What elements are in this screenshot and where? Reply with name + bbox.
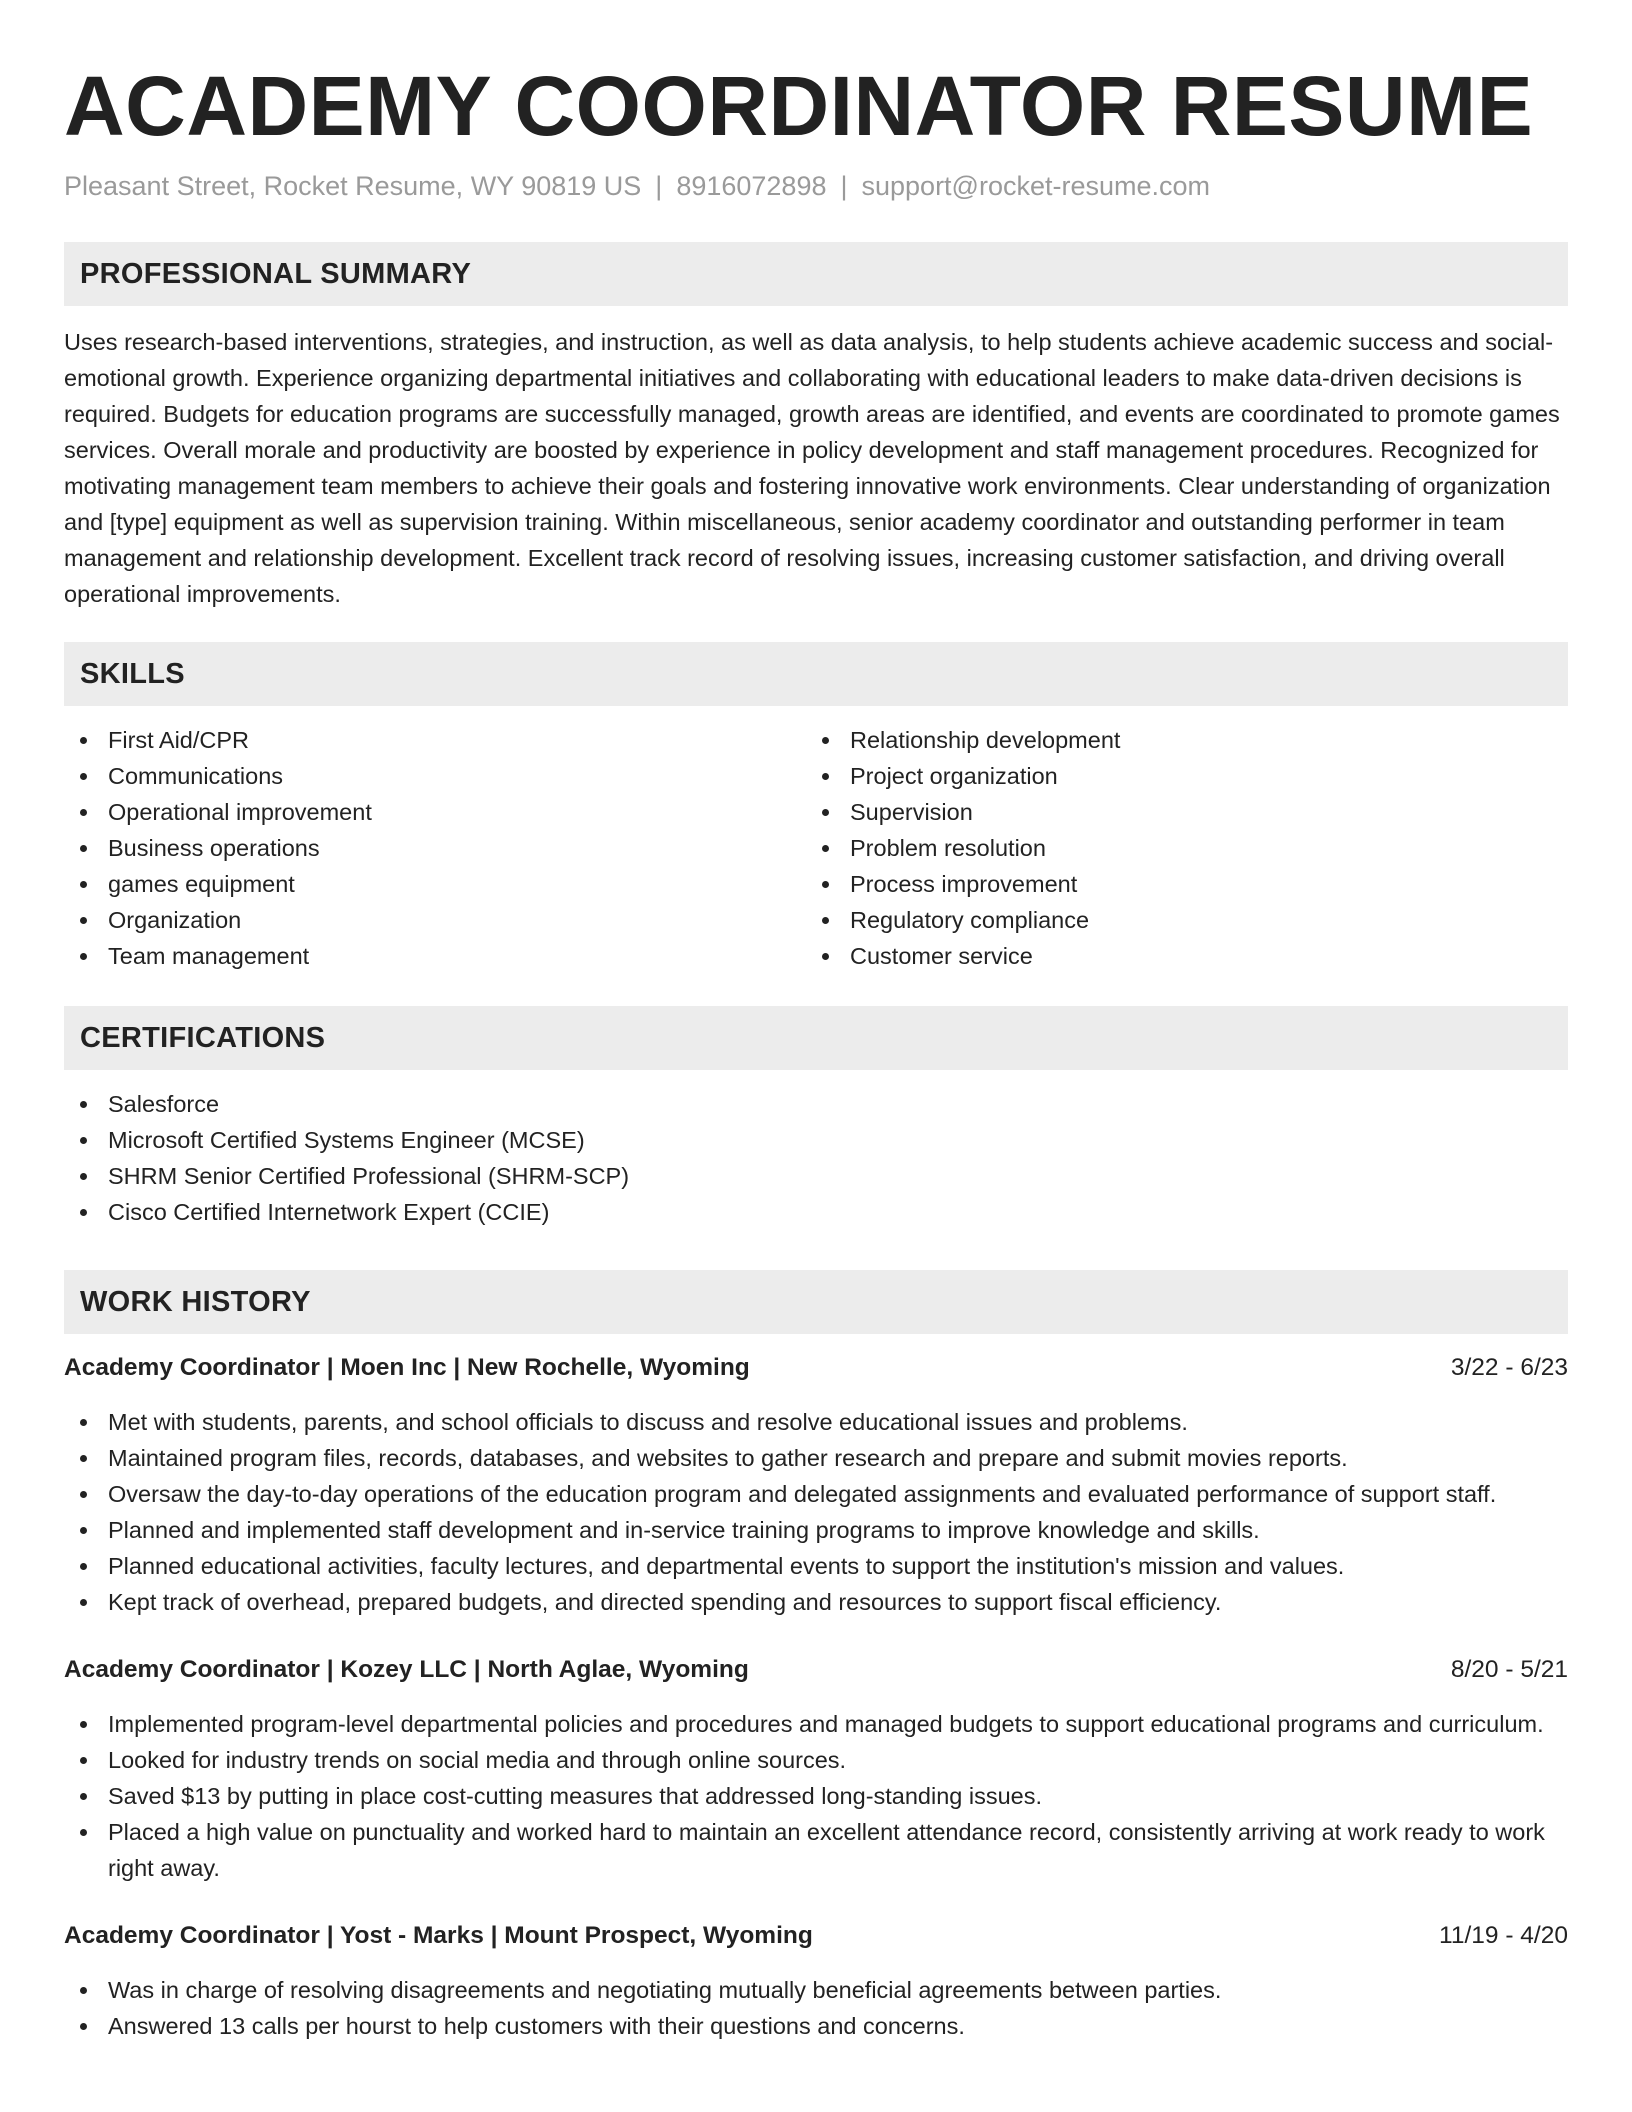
job-title: Academy Coordinator | Yost - Marks | Mount Prospect, Wyoming xyxy=(64,1922,813,1949)
skill-item: games equipment xyxy=(64,866,806,902)
certifications-list xyxy=(64,1086,1568,1230)
contact-address: Pleasant Street, Rocket Resume, WY 90819 US xyxy=(64,171,642,201)
skill-item: Team management xyxy=(64,938,806,974)
job-title: Academy Coordinator | Kozey LLC | North Aglae, Wyoming xyxy=(64,1656,749,1683)
skills-column-left xyxy=(64,722,806,974)
job-bullet: Kept track of overhead, prepared budgets, and directed spending and resources to support fiscal efficiency. xyxy=(64,1584,1568,1620)
skill-item: Relationship development xyxy=(806,722,1548,758)
job-entry xyxy=(64,1350,1568,1620)
contact-email: support@rocket-resume.com xyxy=(861,171,1211,201)
job-title: Academy Coordinator | Moen Inc | New Rochelle, Wyoming xyxy=(64,1354,750,1381)
certification-item: Microsoft Certified Systems Engineer (MCSE) xyxy=(64,1122,1568,1158)
job-entry xyxy=(64,1652,1568,1886)
job-bullet: Oversaw the day-to-day operations of the education program and delegated assignments and evaluated performance of support staff. xyxy=(64,1476,1568,1512)
job-header xyxy=(64,1918,1568,1954)
contact-phone: 8916072898 xyxy=(676,171,827,201)
job-bullet: Placed a high value on punctuality and worked hard to maintain an excellent attendance record, consistently arriving at work ready to work right away. xyxy=(64,1814,1568,1886)
skill-item: Communications xyxy=(64,758,806,794)
skill-item: Operational improvement xyxy=(64,794,806,830)
skill-item: Project organization xyxy=(806,758,1548,794)
job-bullet: Answered 13 calls per hourst to help customers with their questions and concerns. xyxy=(64,2008,1568,2044)
job-bullets xyxy=(64,1706,1568,1886)
section-header-work-history: WORK HISTORY xyxy=(64,1270,1568,1334)
job-bullets xyxy=(64,1972,1568,2044)
contact-separator: | xyxy=(655,171,663,201)
skill-item: Organization xyxy=(64,902,806,938)
skill-item: Supervision xyxy=(806,794,1548,830)
section-header-skills: SKILLS xyxy=(64,642,1568,706)
skill-item: Customer service xyxy=(806,938,1548,974)
skills-column-right xyxy=(806,722,1548,974)
skills-grid xyxy=(64,722,1568,974)
section-header-certifications: CERTIFICATIONS xyxy=(64,1006,1568,1070)
resume-title: ACADEMY COORDINATOR RESUME xyxy=(64,59,1534,153)
job-bullet: Planned and implemented staff development and in-service training programs to improve knowledge and skills. xyxy=(64,1512,1568,1548)
job-entry xyxy=(64,1918,1568,2044)
certification-item: Salesforce xyxy=(64,1086,1568,1122)
job-header xyxy=(64,1350,1568,1386)
skill-item: Business operations xyxy=(64,830,806,866)
certification-item: Cisco Certified Internetwork Expert (CCIE) xyxy=(64,1194,1568,1230)
job-header xyxy=(64,1652,1568,1688)
job-dates: 11/19 - 4/20 xyxy=(1439,1922,1568,1949)
job-bullet: Maintained program files, records, databases, and websites to gather research and prepare and submit movies reports. xyxy=(64,1440,1568,1476)
job-dates: 8/20 - 5/21 xyxy=(1450,1656,1568,1683)
skill-item: Regulatory compliance xyxy=(806,902,1548,938)
job-bullet: Met with students, parents, and school officials to discuss and resolve educational issues and problems. xyxy=(64,1404,1568,1440)
job-bullet: Saved $13 by putting in place cost-cutting measures that addressed long-standing issues. xyxy=(64,1778,1568,1814)
skills-list-right xyxy=(806,722,1548,974)
job-dates: 3/22 - 6/23 xyxy=(1450,1354,1568,1381)
summary-text: Uses research-based interventions, strategies, and instruction, as well as data analysis, to help students achieve academic success and social-emotional growth. Experience organizing departmental initiatives and collaborating with educational leaders to make data-driven decisions is required. Budgets for education programs are successfully managed, growth areas are identified, and events are coordinated to promote games services. Overall morale and productivity are boosted by experience in policy development and staff management procedures. Recognized for motivating management team members to achieve their goals and fostering innovative work environments. Clear understanding of organization and [type] equipment as well as supervision training. Within miscellaneous, senior academy coordinator and outstanding performer in team management and relationship development. Excellent track record of resolving issues, increasing customer satisfaction, and driving overall operational improvements. xyxy=(64,329,1560,607)
skill-item: Process improvement xyxy=(806,866,1548,902)
skill-item: First Aid/CPR xyxy=(64,722,806,758)
job-bullet: Planned educational activities, faculty lectures, and departmental events to support the institution's mission and values. xyxy=(64,1548,1568,1584)
contact-separator: | xyxy=(840,171,848,201)
job-bullet: Looked for industry trends on social media and through online sources. xyxy=(64,1742,1568,1778)
job-bullets xyxy=(64,1404,1568,1620)
certification-item: SHRM Senior Certified Professional (SHRM-SCP) xyxy=(64,1158,1568,1194)
job-bullet: Implemented program-level departmental policies and procedures and managed budgets to support educational programs and curriculum. xyxy=(64,1706,1568,1742)
job-bullet: Was in charge of resolving disagreements and negotiating mutually beneficial agreements between parties. xyxy=(64,1972,1568,2008)
skills-list-left xyxy=(64,722,806,974)
resume-page xyxy=(64,0,1568,2044)
contact-line xyxy=(64,168,1568,204)
section-header-summary: PROFESSIONAL SUMMARY xyxy=(64,242,1568,306)
skill-item: Problem resolution xyxy=(806,830,1548,866)
